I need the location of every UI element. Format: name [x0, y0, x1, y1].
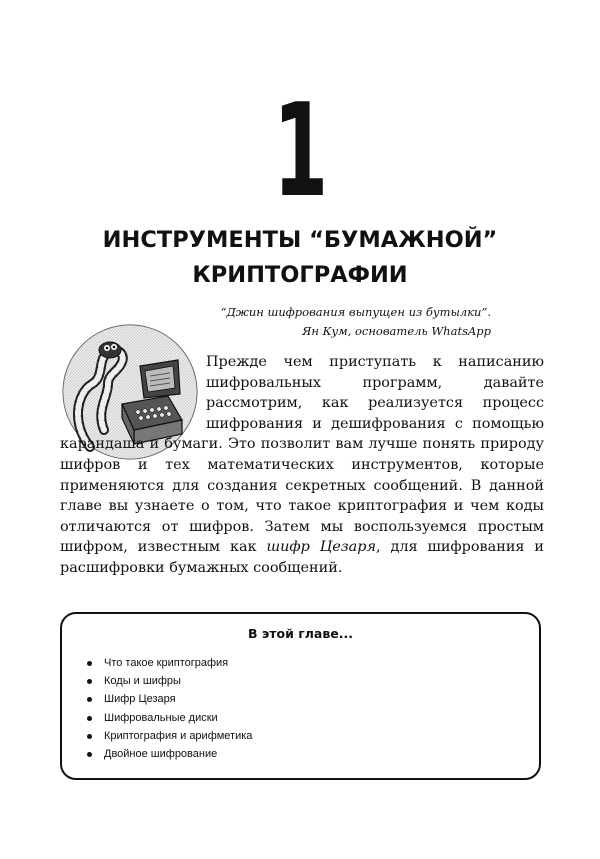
list-item: Двойное шифрование — [84, 745, 252, 763]
bullet-icon — [87, 734, 92, 739]
epigraph-author: Ян Кум, основатель WhatsApp — [302, 324, 491, 338]
bullet-icon — [87, 716, 92, 721]
chapter-title-line-1: ИНСТРУМЕНТЫ “БУМАЖНОЙ” — [102, 227, 498, 253]
intro-text-end: , для шифрования и расшифровки бумажных сообщений. — [60, 539, 544, 576]
bullet-icon — [87, 752, 92, 757]
bullet-icon — [87, 697, 92, 702]
epigraph — [221, 303, 491, 341]
chapter-contents-title: В этой главе... — [248, 626, 353, 641]
bullet-icon — [87, 661, 92, 666]
list-item: Коды и шифры — [84, 672, 252, 690]
list-item: Шифр Цезаря — [84, 690, 252, 708]
intro-text-start: Прежде чем приступать к написанию шифровальных программ, давайте рассмотрим, как реализуется процесс шифрования и дешифрования с помощью карандаша и бумаги. Это позволит вам лучше понять природу шифров и тех математических инструментов, которые применяются для создания секретных сообщений. В данной главе вы узнаете о том, что такое криптография и чем коды отличаются от шифров. Затем мы воспользуемся простым шифром, известным как — [60, 354, 544, 556]
chapter-title — [0, 223, 600, 293]
intro-text-emphasis: шифр Цезаря — [266, 539, 376, 556]
chapter-number: 1 — [273, 77, 327, 226]
epigraph-quote: “Джин шифрования выпущен из бутылки”. — [220, 305, 491, 319]
chapter-intro-paragraph — [60, 352, 544, 579]
list-item: Что такое криптография — [84, 654, 252, 672]
list-item: Криптография и арифметика — [84, 727, 252, 745]
chapter-title-line-2: КРИПТОГРАФИИ — [192, 262, 408, 288]
chapter-contents-box — [60, 612, 541, 780]
bullet-icon — [87, 679, 92, 684]
list-item: Шифровальные диски — [84, 709, 252, 727]
chapter-contents-list — [84, 654, 252, 763]
illustration-spacer — [60, 352, 206, 434]
